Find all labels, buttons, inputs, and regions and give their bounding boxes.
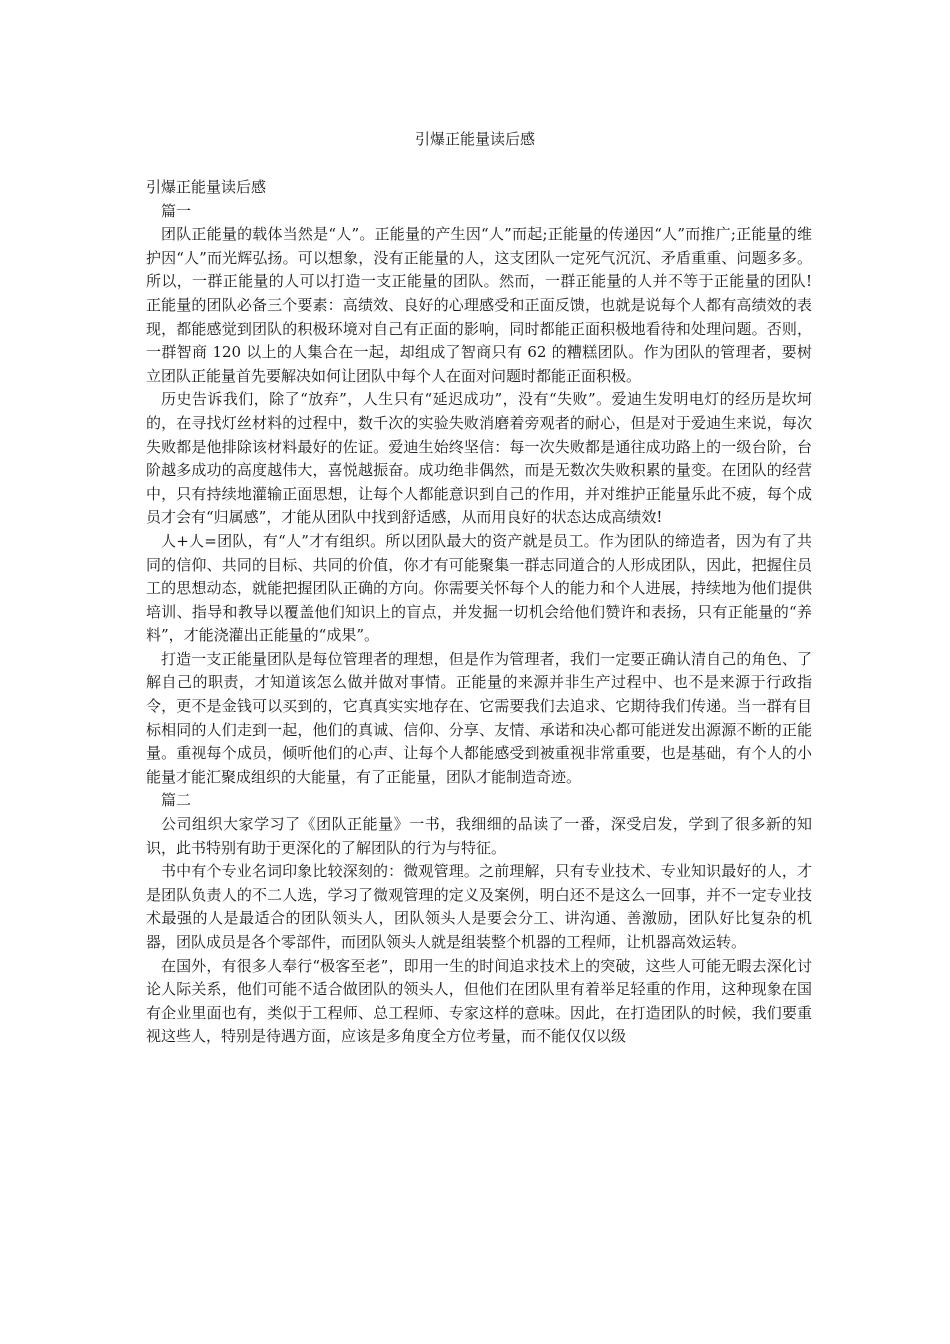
section-heading-2: 篇二 — [161, 791, 192, 810]
paragraph: 人+人=团队，有“人”才有组织。所以团队最大的资产就是员工。作为团队的缔造者，因为有了共同的信仰、共同的目标、共同的价值，你才有可能聚集一群志同道合的人形成团队，因此，把握住员工的思想动态，就能把握团队正确的方向。你需要关怀每个人的能力和个人进展，持续地为他们提供培训、指导和教导以覆盖他们知识上的盲点，并发掘一切机会给他们赞许和表扬，只有正能量的“养料”，才能浇灌出正能量的“成果”。 — [146, 531, 812, 645]
document-title: 引爆正能量读后感 — [414, 130, 535, 148]
paragraph: 在国外，有很多人奉行“极客至老”，即用一生的时间追求技术上的突破，这些人可能无暇去深化讨论人际关系，他们可能不适合做团队的领头人，但他们在团队里有着举足轻重的作用，这种现象在国有企业里面也有，类似于工程师、总工程师、专家这样的意味。因此，在打造团队的时候，我们要重视这些人，特别是待遇方面，应该是多角度全方位考量，而不能仅仅以级 — [146, 956, 812, 1046]
paragraph: 团队正能量的载体当然是“人”。正能量的产生因“人”而起;正能量的传递因“人”而推广;正能量的维护因“人”而光辉弘扬。可以想象，没有正能量的人，这支团队一定死气沉沉、矛盾重重、问题多多。所以，一群正能量的人可以打造一支正能量的团队。然而，一群正能量的人并不等于正能量的团队!正能量的团队必备三个要素：高绩效、良好的心理感受和正面反馈，也就是说每个人都有高绩效的表现，都能感觉到团队的积极环境对自己有正面的影响，同时都能正面积极地看待和处理问题。否则，一群智商 120 以上的人集合在一起，却组成了智商只有 62 的糟糕团队。作为团队的管理者，要树立团队正能量首先要解决如何让团队中每个人在面对问题时都能正面积极。 — [146, 225, 812, 385]
document-subtitle: 引爆正能量读后感 — [146, 178, 267, 196]
paragraph: 书中有个专业名词印象比较深刻的：微观管理。之前理解，只有专业技术、专业知识最好的人，才是团队负责人的不二人选，学习了微观管理的定义及案例，明白还不是这么一回事，并不一定专业技术最强的人是最适合的团队领头人，团队领头人是要会分工、讲沟通、善激励，团队好比复杂的机器，团队成员是各个零部件，而团队领头人就是组装整个机器的工程师，让机器高效运转。 — [146, 862, 812, 951]
paragraph: 公司组织大家学习了《团队正能量》一书，我细细的品读了一番，深受启发，学到了很多新的知识，此书特别有助于更深化的了解团队的行为与特征。 — [146, 815, 812, 857]
paragraph: 历史告诉我们，除了“放弃”，人生只有“延迟成功”，没有“失败”。爱迪生发明电灯的经历是坎坷的，在寻找灯丝材料的过程中，数千次的实验失败消磨着旁观者的耐心，但是对于爱迪生来说，每次失败都是他排除该材料最好的佐证。爱迪生始终坚信：每一次失败都是通往成功路上的一级台阶，台阶越多成功的高度越伟大，喜悦越振奋。成功绝非偶然，而是无数次失败积累的量变。在团队的经营中，只有持续地灌输正面思想，让每个人都能意识到自己的作用，并对维护正能量乐此不疲，每个成员才会有“归属感”，才能从团队中找到舒适感，从而用良好的状态达成高绩效! — [146, 390, 812, 527]
paragraph: 打造一支正能量团队是每位管理者的理想，但是作为管理者，我们一定要正确认清自己的角色、了解自己的职责，才知道该怎么做并做对事情。正能量的来源并非生产过程中、也不是来源于行政指令，更不是金钱可以买到的，它真真实实地存在、它需要我们去追求、它期待我们传递。当一群有目标相同的人们走到一起，他们的真诚、信仰、分享、友情、承诺和决心都可能迸发出源源不断的正能量。重视每个成员，倾听他们的心声、让每个人都能感受到被重视非常重要，也是基础，有个人的小能量才能汇聚成组织的大能量，有了正能量，团队才能制造奇迹。 — [146, 649, 812, 786]
section-heading-1: 篇一 — [161, 201, 192, 220]
document-body — [146, 176, 812, 1049]
